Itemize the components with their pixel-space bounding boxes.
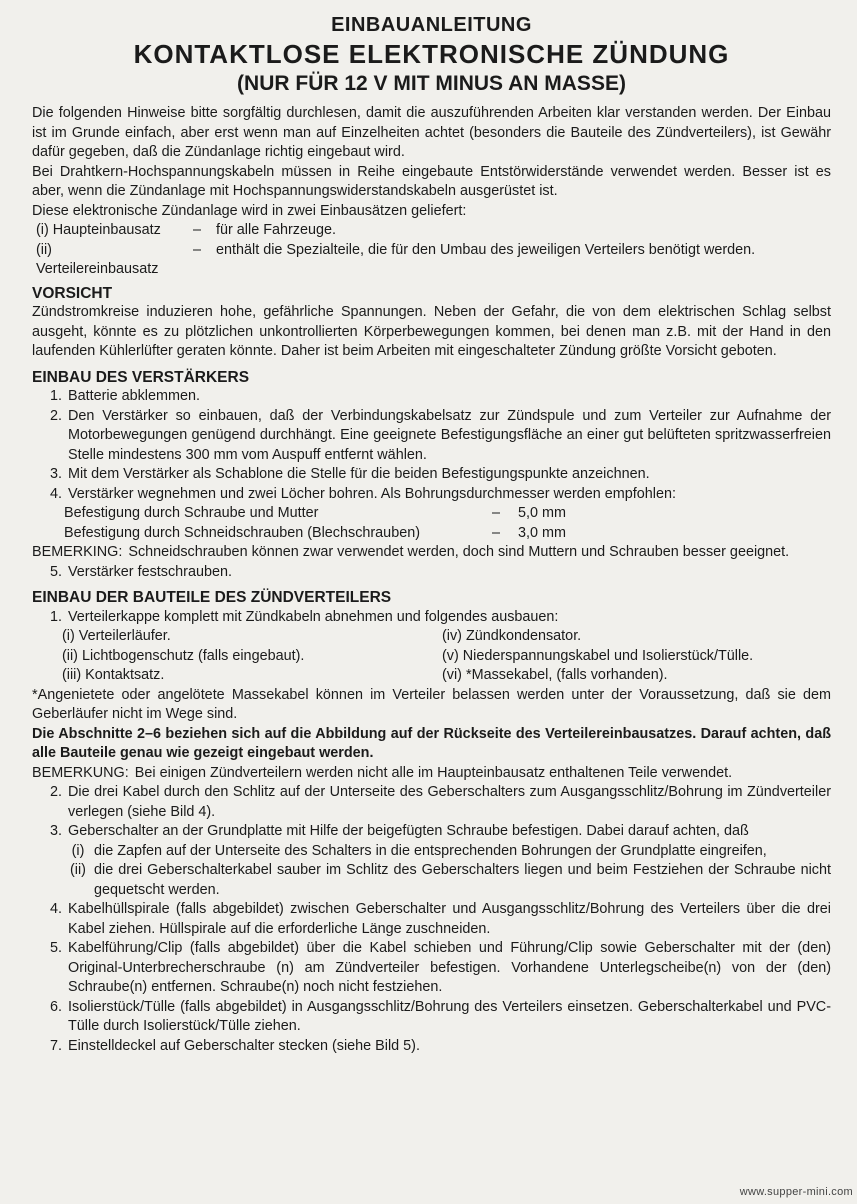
kit-label: (ii) Verteilereinbausatz — [36, 241, 159, 277]
fixing-value: 3,0 mm — [518, 524, 566, 541]
step-number: 5. — [49, 940, 62, 956]
fixing-dash: – — [491, 524, 500, 541]
substep-number: (ii) — [70, 862, 86, 878]
fixing-dash: – — [491, 505, 500, 521]
step-text: Verstärker wegnehmen und zwei Löcher bohren. Als Bohrungsdurchmesser werden empfohlen: — [68, 485, 676, 502]
dist-substep-i — [32, 842, 831, 862]
kit-dash: – — [192, 222, 201, 238]
fixing-value: 5,0 mm — [518, 505, 566, 521]
step-number: 2. — [49, 784, 62, 800]
doc-title-line3: (NUR FÜR 12 V MIT MINUS AN MASSE) — [237, 72, 626, 95]
kit-row-distributor — [32, 241, 831, 280]
substep-text: die drei Geberschalterkabel sauber im Schlitz des Geberschalters liegen und beim Festziehen der Schraube nicht gequetscht werden. — [94, 862, 831, 898]
substep-number: (i) — [71, 842, 85, 859]
step-text: Die drei Kabel durch den Schlitz auf der Unterseite des Geberschalters zum Ausgangsschlitz/Bohrung im Zündverteiler verlegen (siehe Bild 4). — [68, 784, 831, 820]
amp-heading: EINBAU DES VERSTÄRKERS — [32, 368, 250, 386]
part-item: (iv) Zündkondensator. — [442, 628, 582, 644]
step-text: Verteilerkappe komplett mit Zündkabeln abnehmen und folgendes ausbauen: — [68, 608, 559, 625]
dist-step-3 — [32, 822, 831, 842]
step-number: 1. — [49, 608, 62, 625]
dist-step-2 — [32, 783, 831, 822]
intro-paragraph-3: Diese elektronische Zündanlage wird in zwei Einbausätzen geliefert: — [32, 202, 467, 219]
part-item: (ii) Lichtbogenschutz (falls eingebaut). — [62, 647, 305, 664]
step-number: 7. — [49, 1037, 62, 1054]
amp-step-4 — [32, 485, 831, 505]
parts-list — [32, 627, 831, 686]
dist-heading: EINBAU DER BAUTEILE DES ZÜNDVERTEILERS — [32, 589, 392, 606]
step-text: Mit dem Verstärker als Schablone die Stelle für die beiden Befestigungspunkte anzeichnen. — [68, 466, 650, 482]
note-label: BEMERKING: — [32, 544, 123, 560]
caution-text: Zündstromkreise induzieren hohe, gefährliche Spannungen. Neben der Gefahr, die von dem elektrischen Schlag selbst ausgeht, könnte es zu plötzlichen unkontrollierten Körperbewegungen kommen, bei denen man z.B. mit der Hand in den laufenden Kühlerlüfter geraten könnte. Daher ist beim Arbeiten mit eingeschalteter Zündung größte Vorsicht geboten. — [32, 304, 831, 359]
part-item: (vi) *Massekabel, (falls vorhanden). — [442, 667, 668, 683]
step-text: Kabelführung/Clip (falls abgebildet) über die Kabel schieben und Führung/Clip sowie Geberschalter mit der (den) Original-Unterbrecherschraube (n) am Zündverteiler befestigen. Vorhandene Unterlegscheibe(n) von der (den) Schraube(n) entfernen. Schraube(n) noch nicht festziehen. — [68, 940, 831, 995]
dist-step-7 — [32, 1037, 831, 1057]
step-text: Einstelldeckel auf Geberschalter stecken (siehe Bild 5). — [68, 1037, 420, 1054]
asterisk-note: *Angenietete oder angelötete Massekabel können im Verteiler belassen werden unter der Voraussetzung, daß sie dem Geberläufer nicht im Wege sind. — [32, 686, 831, 722]
bold-note: Die Abschnitte 2–6 beziehen sich auf die Abbildung auf der Rückseite des Verteilereinbausatzes. Darauf achten, daß alle Bauteile genau wie gezeigt eingebaut werden. — [32, 725, 831, 761]
step-text: Kabelhüllspirale (falls abgebildet) zwischen Geberschalter und Ausgangsschlitz/Bohrung des Verteilers über die drei Kabel ziehen. Hüllspirale auf die erforderliche Länge zuschneiden. — [68, 901, 831, 937]
amp-note — [32, 543, 831, 563]
part-item: (iii) Kontaktsatz. — [62, 667, 165, 683]
dist-step-6 — [32, 998, 831, 1037]
step-number: 3. — [49, 823, 62, 839]
fixing-row-bolt — [32, 504, 831, 524]
note-text: Schneidschrauben können zwar verwendet werden, doch sind Muttern und Schrauben besser geeignet. — [128, 544, 790, 560]
step-number: 4. — [49, 485, 62, 502]
part-item: (i) Verteilerläufer. — [62, 628, 171, 644]
step-number: 1. — [49, 388, 62, 404]
dist-step-1 — [32, 608, 831, 628]
amp-step-5 — [32, 563, 831, 583]
step-text: Den Verstärker so einbauen, daß der Verbindungskabelsatz zur Zündspule und zum Verteiler zur Aufnahme der Motorbewegungen genügend durchhängt. Eine geeignete Befestigungsfläche an einer gut belüfteten spritzwasserfreien Stelle mindestens 300 mm vom Auspuff entfernt wählen. — [68, 407, 831, 463]
caution-heading: VORSICHT — [32, 284, 113, 302]
note-label: BEMERKUNG: — [32, 764, 129, 781]
step-number: 2. — [49, 407, 62, 424]
step-number: 6. — [49, 998, 62, 1015]
fixing-label: Befestigung durch Schneidschrauben (Blechschrauben) — [64, 524, 420, 541]
dist-substep-ii — [32, 861, 831, 900]
amp-step-3 — [32, 465, 831, 485]
note-text: Bei einigen Zündverteilern werden nicht alle im Haupteinbausatz enthaltenen Teile verwendet. — [134, 764, 733, 781]
dist-step-4 — [32, 900, 831, 939]
dist-step-5 — [32, 939, 831, 998]
fixing-row-screw — [32, 524, 831, 544]
step-text: Geberschalter an der Grundplatte mit Hilfe der beigefügten Schraube befestigen. Dabei darauf achten, daß — [68, 823, 749, 839]
kit-label: (i) Haupteinbausatz — [36, 222, 161, 238]
step-number: 5. — [49, 563, 62, 580]
intro-paragraph-2: Bei Drahtkern-Hochspannungskabeln müssen in Reihe eingebaute Entstörwiderstände verwendet werden. Besser ist es aber, wenn die Zündanlage mit Hochspannungswiderstandskabeln ausgerüstet ist. — [32, 163, 831, 199]
kit-text: enthält die Spezialteile, die für den Umbau des jeweiligen Verteilers benötigt werden. — [216, 241, 756, 258]
doc-title-line1: EINBAUANLEITUNG — [331, 14, 532, 36]
step-text: Batterie abklemmen. — [68, 388, 200, 404]
step-text: Verstärker festschrauben. — [68, 563, 232, 580]
step-number: 4. — [49, 901, 62, 917]
amp-step-1 — [32, 387, 831, 407]
part-item: (v) Niederspannungskabel und Isolierstück/Tülle. — [442, 647, 754, 664]
substep-text: die Zapfen auf der Unterseite des Schalters in die entsprechenden Bohrungen der Grundplatte eingreifen, — [94, 842, 767, 859]
site-watermark: www.supper-mini.com — [739, 1185, 853, 1198]
dist-note — [32, 764, 831, 784]
amp-step-2 — [32, 407, 831, 466]
kit-dash: – — [192, 241, 201, 258]
fixing-label: Befestigung durch Schraube und Mutter — [64, 505, 319, 521]
doc-title-line2: KONTAKTLOSE ELEKTRONISCHE ZÜNDUNG — [133, 39, 730, 69]
step-text: Isolierstück/Tülle (falls abgebildet) in Ausgangsschlitz/Bohrung des Verteilers einsetzen. Geberschalterkabel und PVC-Tülle durch Isolierstück/Tülle ziehen. — [68, 998, 831, 1034]
step-number: 3. — [49, 466, 62, 482]
kit-row-main — [32, 221, 831, 241]
kit-text: für alle Fahrzeuge. — [216, 222, 336, 238]
intro-paragraph-1: Die folgenden Hinweise bitte sorgfältig durchlesen, damit die auszuführenden Arbeiten klar verstanden werden. Der Einbau ist im Grunde einfach, aber erst wenn man auf Einzelheiten achtet (besonders die Bauteile des Zündverteilers), ist Gewähr dafür gegeben, daß die Zündanlage richtig eingebaut wird. — [32, 105, 831, 160]
